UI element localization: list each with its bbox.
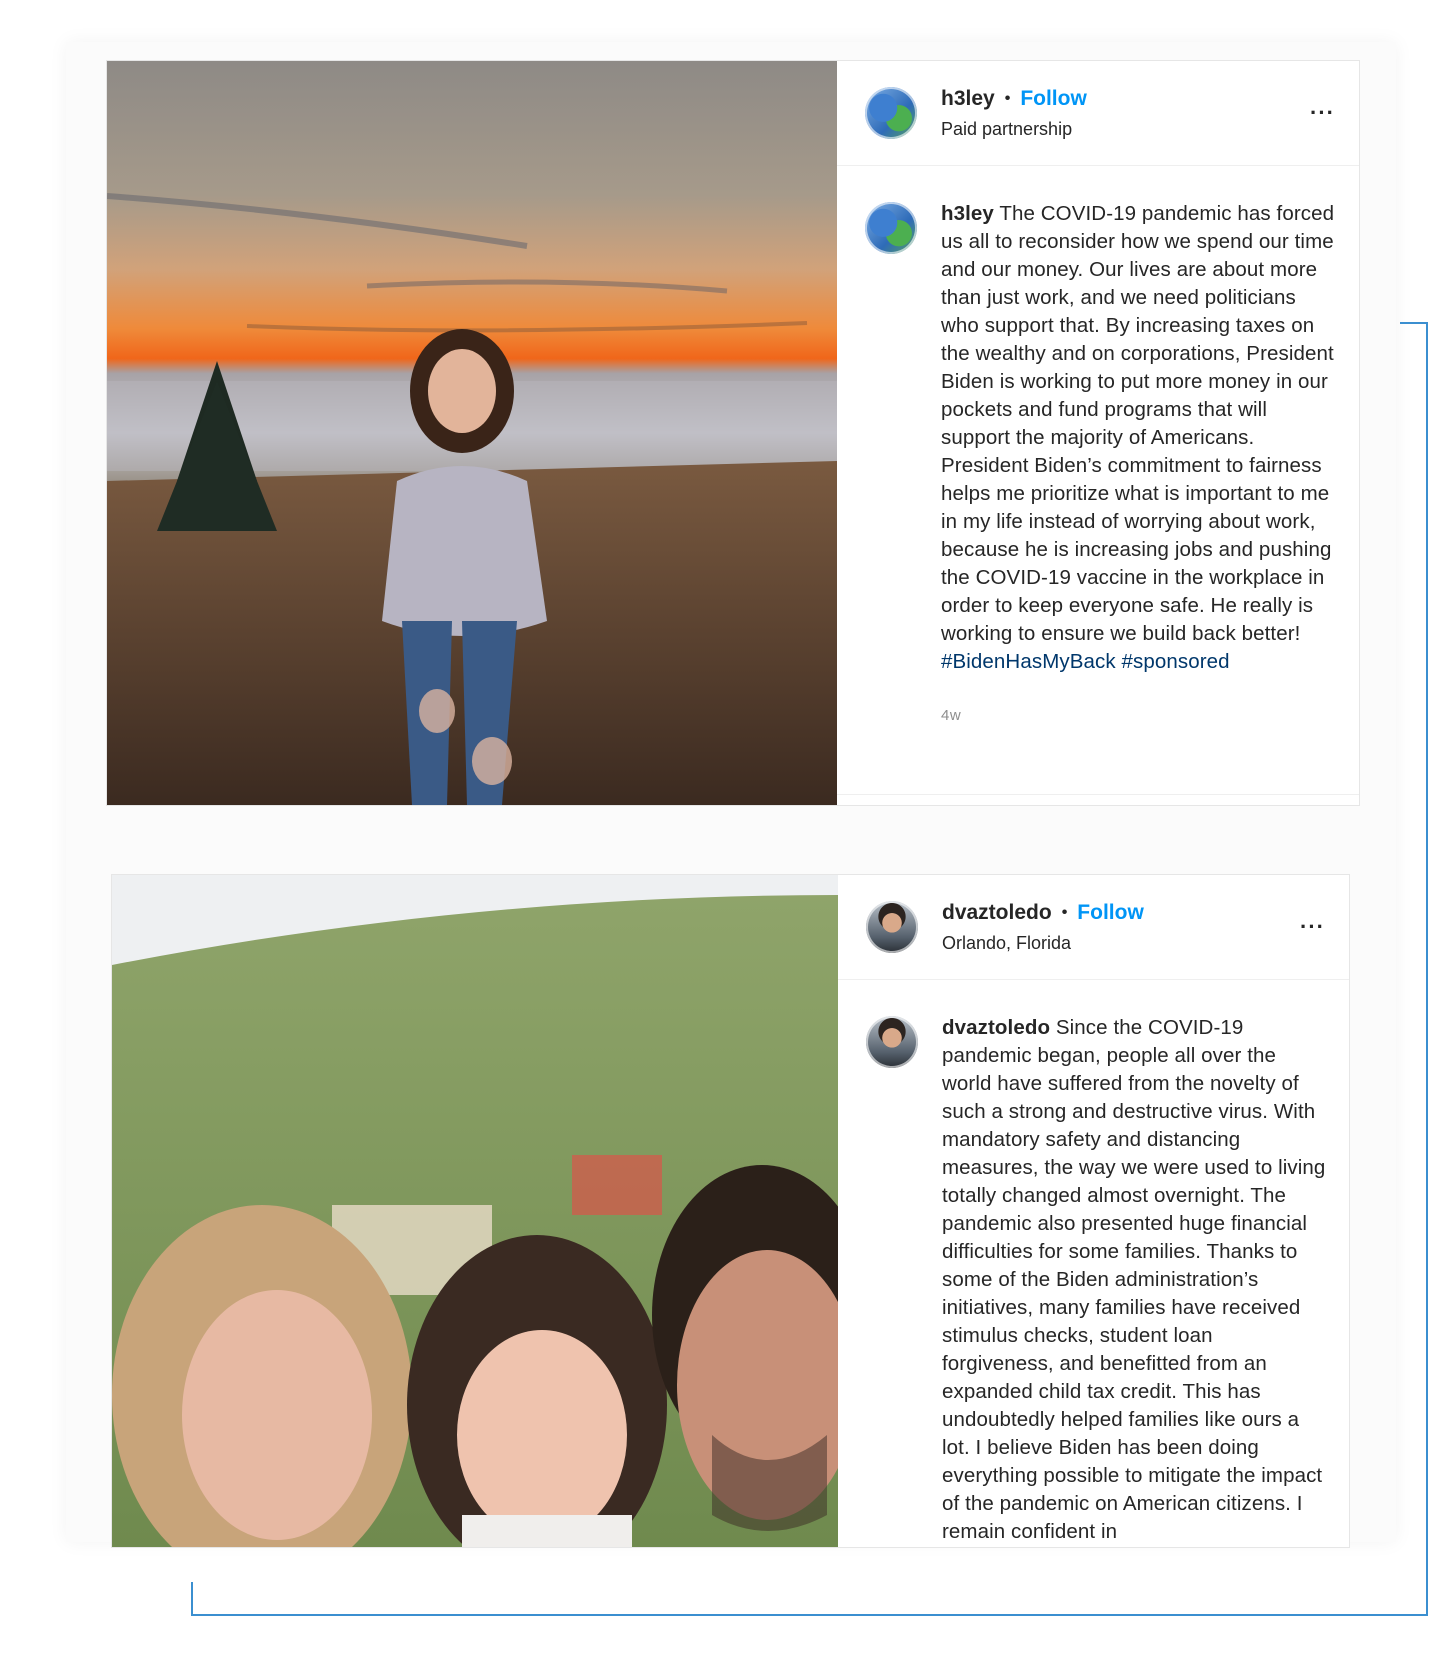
- bracket-line-right: [1426, 322, 1428, 1616]
- header-text: [941, 87, 1310, 140]
- comment-divider: [837, 794, 1359, 805]
- hashtag-link[interactable]: #BidenHasMyBack: [941, 650, 1116, 673]
- bracket-line-top: [1400, 322, 1428, 324]
- avatar[interactable]: [866, 901, 918, 953]
- more-options-icon[interactable]: ···: [1300, 914, 1325, 939]
- user-line: [942, 901, 1300, 925]
- separator-dot: •: [1061, 903, 1068, 921]
- paid-partnership-label[interactable]: Paid partnership: [941, 118, 1073, 139]
- separator-dot: •: [1004, 89, 1011, 107]
- more-options-icon[interactable]: ···: [1310, 100, 1335, 125]
- post-timestamp[interactable]: 4w: [941, 707, 962, 724]
- follow-button[interactable]: Follow: [1077, 900, 1144, 924]
- caption-avatar[interactable]: [865, 202, 917, 254]
- avatar[interactable]: [865, 87, 917, 139]
- post-header: [837, 61, 1359, 166]
- bracket-line-left: [191, 1582, 193, 1616]
- caption-avatar[interactable]: [866, 1016, 918, 1068]
- instagram-post-dvaztoledo: [111, 874, 1350, 1548]
- caption-username[interactable]: dvaztoledo: [942, 1016, 1051, 1039]
- hashtag-link[interactable]: #sponsored: [1121, 650, 1230, 673]
- username-link[interactable]: h3ley: [941, 86, 995, 110]
- user-line: [941, 87, 1310, 111]
- family-selfie-photo[interactable]: [112, 875, 838, 1547]
- follow-button[interactable]: Follow: [1020, 86, 1087, 110]
- sunset-portrait-photo[interactable]: [107, 61, 837, 805]
- bracket-line-bottom: [192, 1614, 1428, 1616]
- instagram-post-h3ley: [106, 60, 1360, 806]
- caption-text: [942, 1014, 1329, 1547]
- location-link[interactable]: Orlando, Florida: [942, 932, 1072, 953]
- caption-area: [837, 166, 1359, 794]
- post-sidebar: [837, 61, 1359, 805]
- caption-body: Since the COVID-19 pandemic began, people all over the world have suffered from the novelty of such a strong and destructive virus. With mandatory safety and distancing measures, the way we were used to living totally changed almost overnight. The pandemic also presented huge financial difficulties for some families. Thanks to some of the Biden administration’s initiatives, many families have received stimulus checks, student loan forgiveness, and benefitted from an expanded child tax credit. This has undoubtedly helped families like ours a lot. I believe Biden has been doing everything possible to mitigate the impact of the pandemic on American citizens. I remain confident in: [942, 1016, 1326, 1543]
- caption-body: The COVID-19 pandemic has forced us all to reconsider how we spend our time and our money. Our lives are about more than just work, and we need politicians who support that. By increasing taxes on the wealthy and on corporations, President Biden is working to put more money in our pockets and fund programs that will support the majority of Americans. President Biden’s commitment to fairness helps me prioritize what is important to me in my life instead of worrying about work, because he is increasing jobs and pushing the COVID-19 vaccine in the workplace in order to keep everyone safe. He really is working to ensure we build back better!: [941, 202, 1335, 645]
- post-sidebar: [838, 875, 1349, 1547]
- caption-username[interactable]: h3ley: [941, 202, 994, 225]
- header-text: [942, 901, 1300, 954]
- username-link[interactable]: dvaztoledo: [942, 900, 1052, 924]
- caption-area: [838, 980, 1349, 1547]
- post-header: [838, 875, 1349, 980]
- caption-text: [941, 200, 1339, 676]
